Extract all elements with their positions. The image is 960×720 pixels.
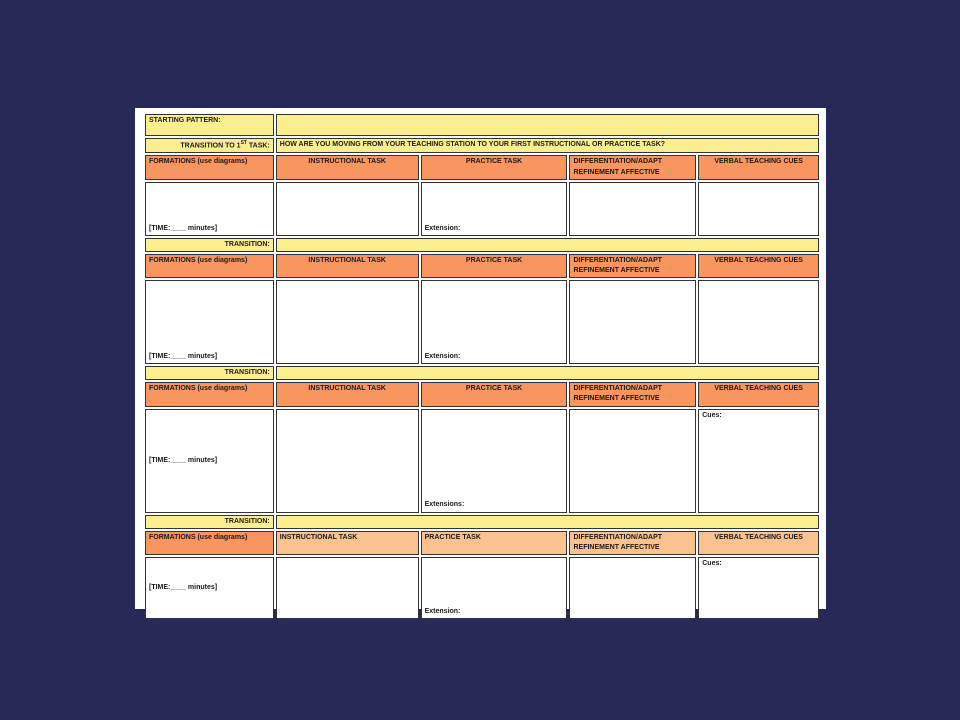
extensions-label: Extensions: bbox=[424, 501, 465, 509]
differentiation-cell[interactable] bbox=[569, 280, 696, 364]
time-label: [TIME:____ minutes] bbox=[149, 224, 218, 232]
transition-first-suffix: TASK: bbox=[246, 142, 270, 150]
differentiation-line1: DIFFERENTIATION/ADAPT bbox=[573, 533, 663, 541]
formations-cell[interactable] bbox=[145, 182, 274, 236]
verbal-cues-cell[interactable] bbox=[698, 557, 819, 619]
differentiation-header bbox=[569, 155, 696, 179]
instructional-task-cell[interactable] bbox=[276, 409, 419, 513]
lesson-plan-table bbox=[143, 112, 821, 621]
time-label: [TIME:____ minutes] bbox=[149, 583, 218, 591]
differentiation-line1: DIFFERENTIATION/ADAPT bbox=[573, 385, 663, 393]
practice-task-header: PRACTICE TASK bbox=[421, 531, 568, 555]
transition-label: TRANSITION: bbox=[145, 238, 274, 252]
formations-cell[interactable] bbox=[145, 280, 274, 364]
starting-pattern-field[interactable] bbox=[276, 114, 819, 136]
formations-header: FORMATIONS (use diagrams) bbox=[145, 382, 274, 406]
verbal-cues-header: VERBAL TEACHING CUES bbox=[698, 155, 819, 179]
differentiation-line1: DIFFERENTIATION/ADAPT bbox=[573, 158, 663, 166]
practice-task-header: PRACTICE TASK bbox=[421, 155, 568, 179]
verbal-cues-header: VERBAL TEACHING CUES bbox=[698, 254, 819, 278]
formations-header: FORMATIONS (use diagrams) bbox=[145, 531, 274, 555]
differentiation-cell[interactable] bbox=[569, 182, 696, 236]
lesson-plan-sheet bbox=[135, 108, 826, 615]
transition-first-label bbox=[145, 138, 274, 153]
verbal-cues-cell[interactable] bbox=[698, 182, 819, 236]
differentiation-line1: DIFFERENTIATION/ADAPT bbox=[573, 256, 663, 264]
instructional-task-header: INSTRUCTIONAL TASK bbox=[276, 382, 419, 406]
formations-cell[interactable] bbox=[145, 557, 274, 619]
cues-label: Cues: bbox=[702, 411, 722, 419]
differentiation-cell[interactable] bbox=[569, 409, 696, 513]
practice-task-header: PRACTICE TASK bbox=[421, 382, 568, 406]
differentiation-line2: REFINEMENT AFFECTIVE bbox=[573, 543, 660, 551]
verbal-cues-cell[interactable] bbox=[698, 409, 819, 513]
transition-field[interactable] bbox=[276, 515, 819, 529]
formations-header: FORMATIONS (use diagrams) bbox=[145, 155, 274, 179]
cues-label: Cues: bbox=[702, 560, 722, 568]
differentiation-line2: REFINEMENT AFFECTIVE bbox=[573, 168, 660, 176]
starting-pattern-label: STARTING PATTERN: bbox=[145, 114, 274, 136]
transition-first-prefix: TRANSITION TO 1 bbox=[180, 142, 241, 150]
extension-label: Extension: bbox=[424, 607, 461, 615]
verbal-cues-header: VERBAL TEACHING CUES bbox=[698, 382, 819, 406]
extension-label: Extension: bbox=[424, 353, 461, 361]
transition-label: TRANSITION: bbox=[145, 366, 274, 380]
verbal-cues-cell[interactable] bbox=[698, 280, 819, 364]
differentiation-header bbox=[569, 254, 696, 278]
practice-task-cell[interactable] bbox=[421, 280, 568, 364]
practice-task-header: PRACTICE TASK bbox=[421, 254, 568, 278]
differentiation-header bbox=[569, 531, 696, 555]
extension-label: Extension: bbox=[424, 224, 461, 232]
time-label: [TIME:____ minutes] bbox=[149, 353, 218, 361]
formations-cell[interactable] bbox=[145, 409, 274, 513]
transition-field[interactable] bbox=[276, 366, 819, 380]
instructional-task-cell[interactable] bbox=[276, 557, 419, 619]
differentiation-line2: REFINEMENT AFFECTIVE bbox=[573, 395, 660, 403]
formations-header: FORMATIONS (use diagrams) bbox=[145, 254, 274, 278]
differentiation-header bbox=[569, 382, 696, 406]
instructional-task-header: INSTRUCTIONAL TASK bbox=[276, 531, 419, 555]
transition-label: TRANSITION: bbox=[145, 515, 274, 529]
verbal-cues-header: VERBAL TEACHING CUES bbox=[698, 531, 819, 555]
practice-task-cell[interactable] bbox=[421, 557, 568, 619]
instructional-task-header: INSTRUCTIONAL TASK bbox=[276, 155, 419, 179]
time-label: [TIME:____ minutes] bbox=[149, 456, 218, 464]
transition-first-question: HOW ARE YOU MOVING FROM YOUR TEACHING STATION TO YOUR FIRST INSTRUCTIONAL OR PRACTICE TASK? bbox=[276, 138, 819, 153]
differentiation-cell[interactable] bbox=[569, 557, 696, 619]
transition-first-sup: ST bbox=[240, 140, 247, 146]
instructional-task-cell[interactable] bbox=[276, 280, 419, 364]
instructional-task-cell[interactable] bbox=[276, 182, 419, 236]
differentiation-line2: REFINEMENT AFFECTIVE bbox=[573, 267, 660, 275]
practice-task-cell[interactable] bbox=[421, 182, 568, 236]
instructional-task-header: INSTRUCTIONAL TASK bbox=[276, 254, 419, 278]
practice-task-cell[interactable] bbox=[421, 409, 568, 513]
transition-field[interactable] bbox=[276, 238, 819, 252]
